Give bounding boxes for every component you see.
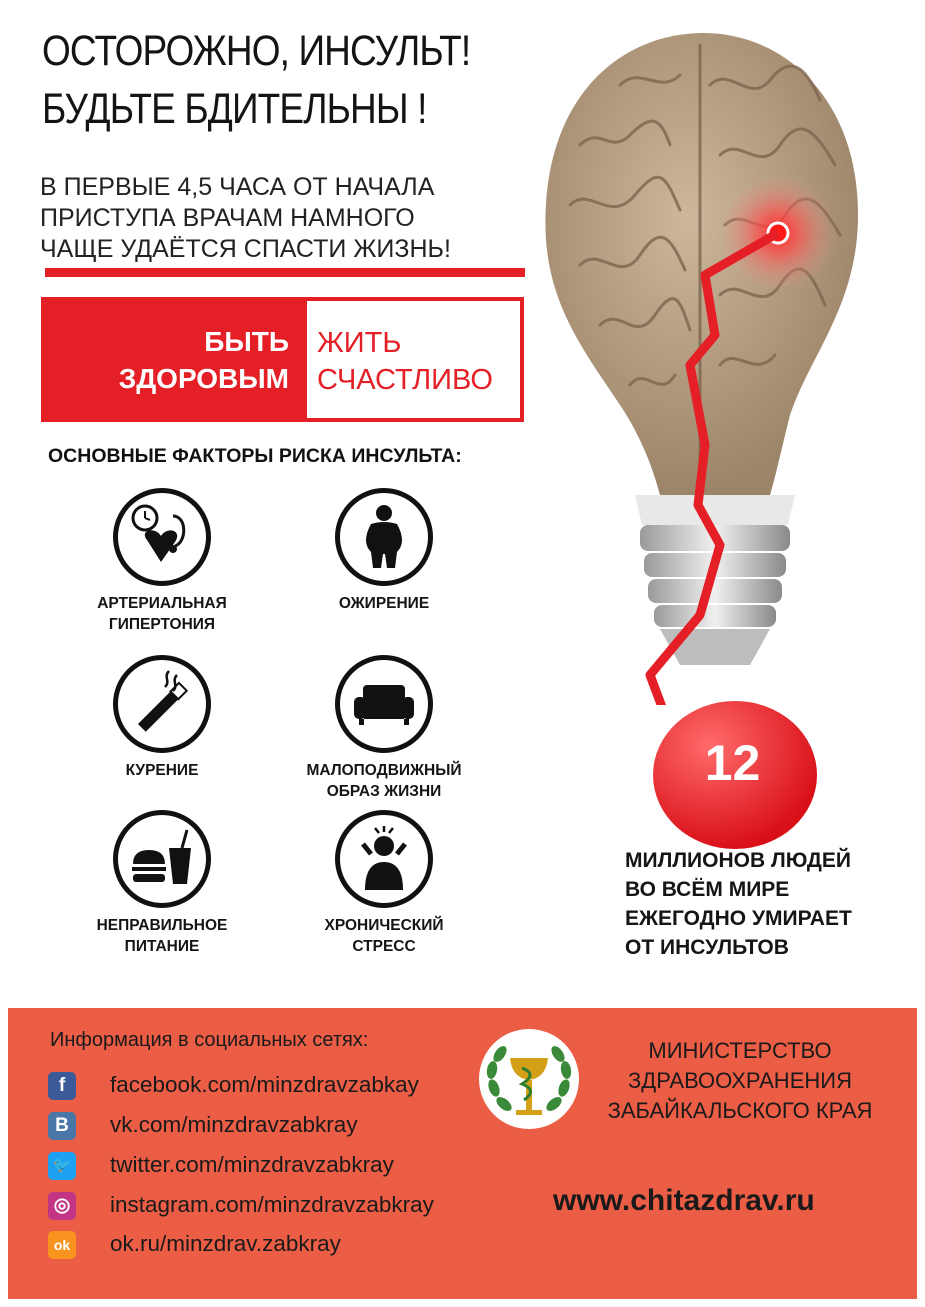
ministry-line-2: ЗДРАВООХРАНЕНИЯ: [628, 1068, 852, 1093]
slogan-left: [41, 297, 303, 422]
factor-label-line-2: СТРЕСС: [352, 938, 416, 955]
factor-diet: [62, 810, 262, 957]
vk-icon: B: [48, 1112, 76, 1140]
slogan-left-line-2: ЗДОРОВЫМ: [118, 363, 289, 394]
factor-circle: [113, 810, 211, 908]
factor-label: [284, 915, 484, 957]
factor-stress: [284, 810, 484, 957]
factor-label: [62, 593, 262, 635]
social-link[interactable]: twitter.com/minzdravzabkray: [110, 1152, 394, 1177]
factor-label: [284, 593, 484, 614]
subtitle: [40, 172, 560, 265]
title-line-2: БУДЬТЕ БДИТЕЛЬНЫ !: [42, 85, 427, 133]
factor-label-line-2: ПИТАНИЕ: [124, 938, 200, 955]
sofa-icon: [349, 669, 419, 739]
factor-circle: [335, 488, 433, 586]
title-line-1: ОСТОРОЖНО, ИНСУЛЬТ!: [42, 27, 471, 75]
stat-line-2: ВО ВСЁМ МИРЕ: [625, 878, 790, 901]
factor-circle: [335, 655, 433, 753]
slogan-box: [41, 297, 524, 422]
social-link[interactable]: instagram.com/minzdravzabkray: [110, 1192, 434, 1217]
obesity-icon: [349, 502, 419, 572]
website-link[interactable]: www.chitazdrav.ru: [553, 1184, 815, 1217]
factor-label-line-1: КУРЕНИЕ: [125, 762, 199, 779]
social-link[interactable]: ok.ru/minzdrav.zabkray: [110, 1231, 341, 1256]
ministry-line-1: МИНИСТЕРСТВО: [648, 1038, 832, 1063]
stat-line-4: ОТ ИНСУЛЬТОВ: [625, 936, 789, 959]
factor-label-line-2: ОБРАЗ ЖИЗНИ: [326, 783, 442, 800]
ministry-line-3: ЗАБАЙКАЛЬСКОГО КРАЯ: [607, 1098, 873, 1123]
slogan-left-line-1: БЫТЬ: [204, 326, 289, 357]
factor-label: [62, 760, 262, 781]
factor-label-line-1: ОЖИРЕНИЕ: [338, 595, 430, 612]
factor-hypertension: [62, 488, 262, 635]
social-heading: Информация в социальных сетях:: [50, 1029, 369, 1051]
stat-description: [625, 846, 852, 962]
stat-line-1: МИЛЛИОНОВ ЛЮДЕЙ: [625, 849, 851, 872]
factor-label-line-1: АРТЕРИАЛЬНАЯ: [97, 595, 227, 612]
factor-circle: [113, 488, 211, 586]
subtitle-line-1: В ПЕРВЫЕ 4,5 ЧАСА ОТ НАЧАЛА: [40, 173, 435, 201]
stat-line-3: ЕЖЕГОДНО УМИРАЕТ: [625, 907, 852, 930]
factor-smoking: [62, 655, 262, 781]
factor-label-line-1: МАЛОПОДВИЖНЫЙ: [306, 762, 462, 779]
red-divider: [45, 268, 525, 277]
stat-number: 12: [704, 735, 761, 791]
factor-obesity: [284, 488, 484, 614]
factor-label-line-1: НЕПРАВИЛЬНОЕ: [96, 917, 228, 934]
subtitle-line-3: ЧАЩЕ УДАЁТСЯ СПАСТИ ЖИЗНЬ!: [40, 235, 451, 263]
factors-heading: ОСНОВНЫЕ ФАКТОРЫ РИСКА ИНСУЛЬТА:: [48, 445, 462, 467]
factor-label-line-2: ГИПЕРТОНИЯ: [108, 616, 216, 633]
fast-food-icon: [127, 824, 197, 894]
odnoklassniki-icon: ok: [48, 1231, 76, 1259]
stress-icon: [349, 824, 419, 894]
brain-bulb-illustration: [540, 25, 870, 705]
factor-circle: [335, 810, 433, 908]
facebook-icon: f: [48, 1072, 76, 1100]
page-title: [42, 22, 489, 138]
factor-label-line-1: ХРОНИЧЕСКИЙ: [324, 917, 444, 934]
social-link[interactable]: vk.com/minzdravzabkray: [110, 1112, 358, 1137]
slogan-right-line-2: СЧАСТЛИВО: [317, 364, 493, 396]
twitter-icon: 🐦: [48, 1152, 76, 1180]
ministry-name: [590, 1036, 890, 1126]
blood-pressure-icon: [127, 502, 197, 572]
instagram-icon: ◎: [48, 1192, 76, 1220]
ministry-emblem: [478, 1028, 580, 1130]
slogan-right-line-1: ЖИТЬ: [317, 327, 402, 359]
cigarette-icon: [127, 669, 197, 739]
factor-label: [284, 760, 484, 802]
factor-sedentary: [284, 655, 484, 802]
slogan-right: [303, 297, 524, 422]
factor-label: [62, 915, 262, 957]
social-link[interactable]: facebook.com/minzdravzabkay: [110, 1072, 419, 1097]
factor-circle: [113, 655, 211, 753]
subtitle-line-2: ПРИСТУПА ВРАЧАМ НАМНОГО: [40, 204, 415, 232]
